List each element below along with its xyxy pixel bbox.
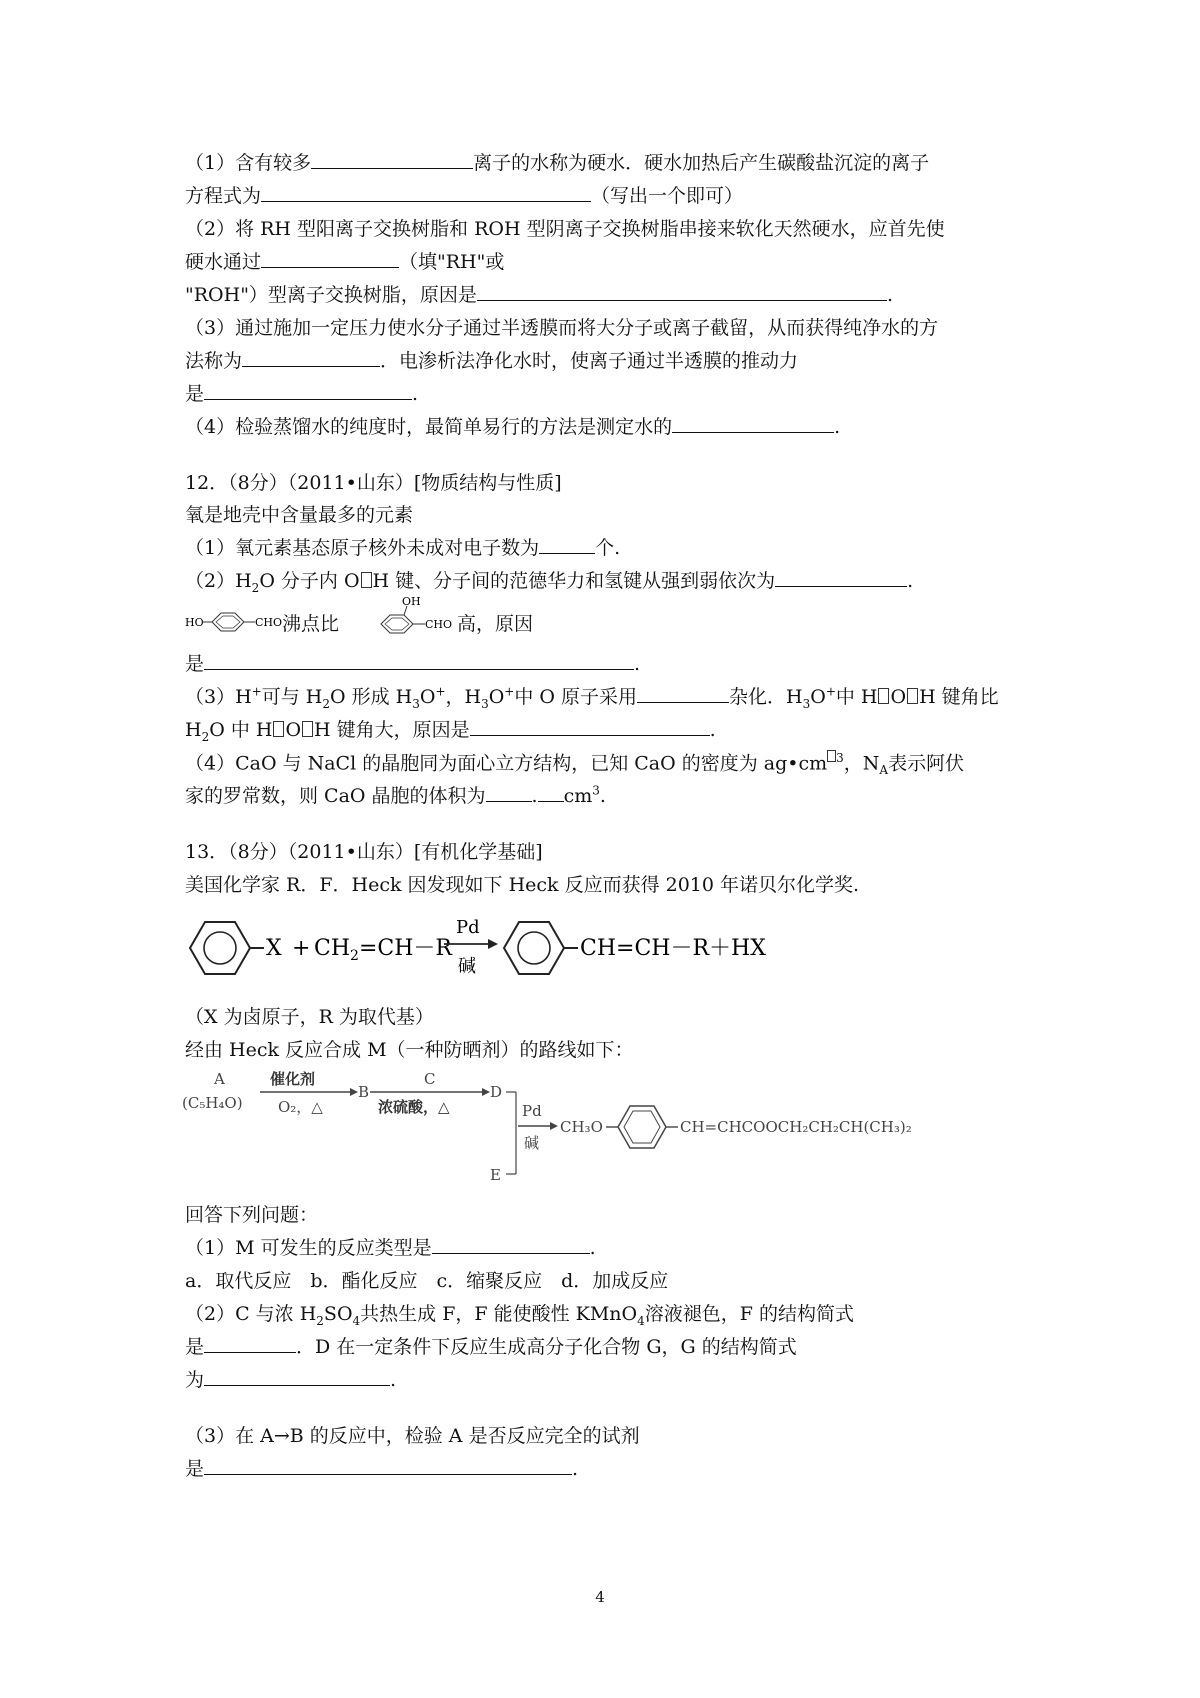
q12-part4-line2: 家的罗常数，则 CaO 晶胞的体积为 . $cm^3$. [185,783,606,807]
heck-reaction-scheme [182,908,862,992]
q11-part2-line2: 硬水通过 （填"RH"或 [185,251,505,273]
answer-blank [470,717,710,736]
q11-part2-line1: （2）将 RH 型阳离子交换树脂和 ROH 型阴离子交换树脂串接来软化天然硬水，应首先使 [185,218,945,240]
q13-part2-line2: 是 ．D 在一定条件下反应生成高分子化合物 G，G 的结构简式 [185,1336,797,1358]
svg-text:X: X [266,936,282,961]
q11-part3-line2: 法称为 ．电渗析法净化水时，使离子通过半透膜的推动力 [185,350,799,372]
missing-glyph-box [273,721,284,737]
q13-header: 13．（8分）（2011•山东）[有机化学基础] [185,841,543,863]
q11-part3-line1: （3）通过施加一定压力使水分子通过半透膜而将大分子或离子截留，从而获得纯净水的方 [185,317,939,339]
q13-part1: （1）M 可发生的反应类型是 . [185,1237,596,1259]
answer-blank [204,381,412,400]
q13-route-intro: 经由 Heck 反应合成 M（一种防晒剂）的路线如下： [185,1039,634,1061]
q13-part3-line1: （3）在 A→B 的反应中，检验 A 是否反应完全的试剂 [185,1425,640,1447]
answer-blank [204,651,634,670]
ortho-hydroxybenzaldehyde-structure [381,595,452,633]
answer-blank [538,783,564,802]
q12-part3-line1: （3）H+可与 $H_2O$ 形成 $H_3O^+$，$H_3O^+$中 O 原子采用 杂化．$H_3O^+$中 H O H 键角比 [185,684,999,711]
answer-blank [311,150,473,169]
svg-text:催化剂: 催化剂 [270,1070,316,1088]
answer-blank [204,1334,296,1353]
svg-text:D: D [490,1083,503,1101]
svg-text:CHO: CHO [255,616,283,629]
missing-glyph-box [878,688,889,704]
q12-part1: （1）氧元素基态原子核外未成对电子数为 个. [185,537,621,559]
answer-blank [204,1367,390,1386]
q11-part3-line3: 是 . [185,383,419,405]
svg-text:A: A [214,1070,225,1088]
q11-part4-line1: （4）检验蒸馏水的纯度时，最简单易行的方法是测定水的 . [185,416,841,438]
q12-header: 12．（8分）（2011•山东）[物质结构与性质] [185,472,562,494]
answer-blank [261,183,591,202]
q12-part2-line3: 是 . [185,653,641,675]
answer-blank [539,535,595,554]
svg-text:CH₃O: CH₃O [560,1118,603,1136]
svg-text:E: E [490,1166,501,1184]
q13-part1-options: a．取代反应 b．酯化反应 c．缩聚反应 d．加成反应 [185,1270,669,1292]
q13-intro: 美国化学家 R．F．Heck 因发现如下 Heck 反应而获得 2010 年诺贝尔化学奖. [185,874,860,896]
svg-text:碱: 碱 [458,956,476,977]
answer-blank [637,684,729,703]
q13-part3-line2: 是 . [185,1458,579,1480]
missing-glyph-box [361,572,372,588]
q12-part4-line1: （4）CaO 与 NaCl 的晶胞同为面心立方结构，已知 CaO 的密度为 ag•cm $^3$，$N_A$表示阿伏 [185,751,965,778]
svg-text:+: + [292,936,311,961]
q13-part2-line3: 为 . [185,1369,397,1391]
answer-blank [242,348,380,367]
svg-text:B: B [358,1083,370,1101]
q12-intro: 氧是地壳中含量最多的元素 [185,504,414,526]
route-benzene-ring [618,1106,666,1148]
synthesis-route-scheme [182,1066,982,1190]
svg-text:(C₅H₄O): (C₅H₄O) [182,1094,243,1112]
q13-part2-line1: （2）C 与浓 $H_2SO_4$共热生成 F，F 能使酸性 KMnO$_4$溶液褪色，F 的结构简式 [185,1303,854,1328]
answer-blank [672,414,834,433]
answer-blank [486,783,532,802]
svg-text:CHO: CHO [425,618,453,631]
svg-text:HO: HO [185,616,204,629]
q12-part3-line2: $H_2O$ 中 H O H 键角大，原因是 . [185,719,716,744]
q11-part1-line2: 方程式为 （写出一个即可） [185,185,744,207]
answer-blank [204,1456,572,1475]
page-number: 4 [595,1588,605,1606]
q11-part2-line3: "ROH"）型离子交换树脂，原因是 . [185,284,893,306]
svg-text:Pd: Pd [522,1102,542,1120]
svg-text:OH: OH [402,595,421,608]
svg-text:CH=CHCOOCH₂CH₂CH(CH₃)₂: CH=CHCOOCH₂CH₂CH(CH₃)₂ [680,1118,912,1136]
svg-text:CH2=CH－R: $CH_2=CH-R$ [314,936,452,964]
missing-glyph-box [302,721,313,737]
svg-text:浓硫酸，△: 浓硫酸，△ [378,1098,450,1116]
benzene-ring-product [504,922,564,974]
missing-glyph-box [827,750,836,762]
svg-text:C: C [424,1070,436,1088]
answer-blank [261,249,399,268]
para-hydroxybenzaldehyde-structure [185,613,282,631]
missing-glyph-box [907,688,918,704]
q11-part1-line1: （1）含有较多 离子的水称为硬水．硬水加热后产生碳酸盐沉淀的离子 [185,152,930,174]
q12-part2-line1: $(2)H_2O$ 分子内 O H 键、分子间的范德华力和氢键从强到弱依次为 . [185,570,914,595]
answer-blank [477,282,887,301]
svg-text:Pd: Pd [456,917,480,938]
q13-note: （X 为卤原子，R 为取代基） [185,1006,434,1028]
svg-text:O₂，△: O₂，△ [278,1098,323,1116]
svg-text:CH=CH－R＋HX: CH=CH－R＋HX [580,936,766,961]
answer-blank [775,568,907,587]
q12-structures-line: HO CHO OH CHO 沸点比 高，原因 [185,594,985,646]
q13-answer-intro: 回答下列问题： [185,1204,319,1226]
svg-text:碱: 碱 [524,1134,540,1152]
benzene-ring-reactant [190,922,250,974]
answer-blank [432,1235,590,1254]
